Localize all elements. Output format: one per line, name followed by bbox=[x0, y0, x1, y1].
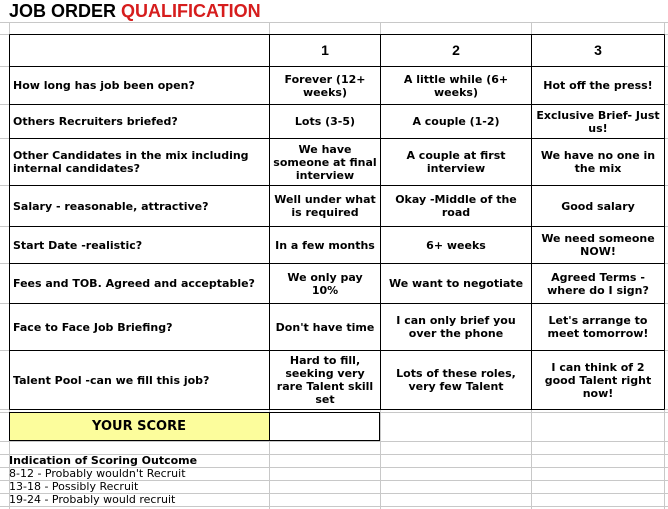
option-cell-text: In a few months bbox=[275, 238, 375, 252]
option-cell[interactable] bbox=[532, 351, 664, 409]
option-cell-text: Let's arrange to meet tomorrow! bbox=[547, 314, 649, 340]
option-cell-text: Lots (3-5) bbox=[294, 115, 356, 128]
option-cell[interactable] bbox=[381, 227, 531, 263]
option-cell[interactable] bbox=[532, 105, 664, 138]
option-cell[interactable] bbox=[381, 139, 531, 185]
option-cell-text: Forever (12+ weeks) bbox=[284, 72, 366, 99]
option-cell[interactable] bbox=[532, 139, 664, 185]
legend-item: 13-18 - Possibly Recruit bbox=[9, 480, 139, 493]
option-cell-text: We need someone NOW! bbox=[541, 232, 655, 258]
title-part-red: QUALIFICATION bbox=[121, 1, 261, 21]
option-cell-text: Well under what is required bbox=[274, 193, 376, 219]
option-cell-text: Hard to fill, seeking very rare Talent skill set bbox=[276, 354, 374, 406]
question-cell-text: Others Recruiters briefed? bbox=[13, 115, 178, 128]
option-cell[interactable] bbox=[381, 304, 531, 350]
column-header-1 bbox=[270, 35, 380, 66]
option-cell[interactable] bbox=[270, 139, 380, 185]
option-cell[interactable] bbox=[381, 186, 531, 226]
option-cell-text: A couple at first interview bbox=[406, 149, 506, 175]
option-cell-text: A couple (1-2) bbox=[412, 115, 500, 128]
legend-item: 8-12 - Probably wouldn't Recruit bbox=[9, 467, 186, 480]
option-cell[interactable] bbox=[532, 264, 664, 303]
your-score-cell[interactable] bbox=[269, 413, 380, 440]
option-cell[interactable] bbox=[270, 67, 380, 104]
option-cell-text: We have someone at final interview bbox=[273, 142, 377, 182]
option-cell-text: I can think of 2 good Talent right now! bbox=[544, 360, 652, 400]
column-header-2 bbox=[381, 35, 531, 66]
question-cell-text: Start Date -realistic? bbox=[13, 238, 143, 252]
column-header-2-text: 2 bbox=[452, 42, 460, 58]
option-cell[interactable] bbox=[270, 105, 380, 138]
question-cell-text: How long has job been open? bbox=[13, 79, 195, 92]
option-cell[interactable] bbox=[532, 227, 664, 263]
header-blank-cell bbox=[10, 35, 269, 66]
question-cell bbox=[10, 304, 269, 350]
question-cell-text: Other Candidates in the mix including internal candidates? bbox=[13, 149, 249, 175]
option-cell[interactable] bbox=[270, 186, 380, 226]
option-cell[interactable] bbox=[270, 351, 380, 409]
question-cell-text: Talent Pool -can we fill this job? bbox=[13, 373, 210, 387]
option-cell-text: We only pay 10% bbox=[287, 270, 363, 297]
option-cell[interactable] bbox=[381, 351, 531, 409]
column-header-1-text: 1 bbox=[321, 42, 329, 58]
question-cell bbox=[10, 186, 269, 226]
option-cell-text: Good salary bbox=[561, 199, 635, 213]
option-cell-text: Lots of these roles, very few Talent bbox=[396, 367, 516, 393]
option-cell[interactable] bbox=[532, 186, 664, 226]
option-cell[interactable] bbox=[381, 67, 531, 104]
your-score-label: YOUR SCORE bbox=[9, 413, 269, 440]
option-cell[interactable] bbox=[270, 227, 380, 263]
option-cell-text: Don't have time bbox=[275, 320, 375, 334]
title-part-black: JOB ORDER bbox=[9, 1, 122, 21]
question-cell bbox=[10, 67, 269, 104]
question-cell bbox=[10, 264, 269, 303]
question-cell bbox=[10, 227, 269, 263]
option-cell[interactable] bbox=[381, 105, 531, 138]
question-cell-text: Salary - reasonable, attractive? bbox=[13, 199, 209, 213]
option-cell-text: We have no one in the mix bbox=[540, 149, 656, 175]
option-cell[interactable] bbox=[381, 264, 531, 303]
option-cell[interactable] bbox=[270, 304, 380, 350]
column-header-3 bbox=[532, 35, 664, 66]
option-cell[interactable] bbox=[532, 67, 664, 104]
option-cell-text: A little while (6+ weeks) bbox=[403, 72, 509, 99]
question-cell-text: Fees and TOB. Agreed and acceptable? bbox=[13, 277, 255, 290]
option-cell-text: Hot off the press! bbox=[543, 79, 653, 92]
option-cell-text: Agreed Terms - where do I sign? bbox=[547, 270, 649, 297]
option-cell-text: We want to negotiate bbox=[388, 277, 524, 290]
column-header-3-text: 3 bbox=[594, 42, 602, 58]
question-cell bbox=[10, 105, 269, 138]
option-cell-text: I can only brief you over the phone bbox=[396, 314, 516, 340]
question-cell bbox=[10, 351, 269, 409]
question-cell-text: Face to Face Job Briefing? bbox=[13, 320, 173, 334]
option-cell[interactable] bbox=[270, 264, 380, 303]
option-cell-text: Exclusive Brief- Just us! bbox=[536, 108, 660, 135]
legend-title: Indication of Scoring Outcome bbox=[9, 454, 198, 467]
legend-item: 19-24 - Probably would recruit bbox=[9, 493, 176, 506]
question-cell bbox=[10, 139, 269, 185]
option-cell-text: 6+ weeks bbox=[426, 238, 486, 252]
option-cell-text: Okay -Middle of the road bbox=[395, 193, 517, 219]
page-title bbox=[9, 0, 261, 22]
option-cell[interactable] bbox=[532, 304, 664, 350]
